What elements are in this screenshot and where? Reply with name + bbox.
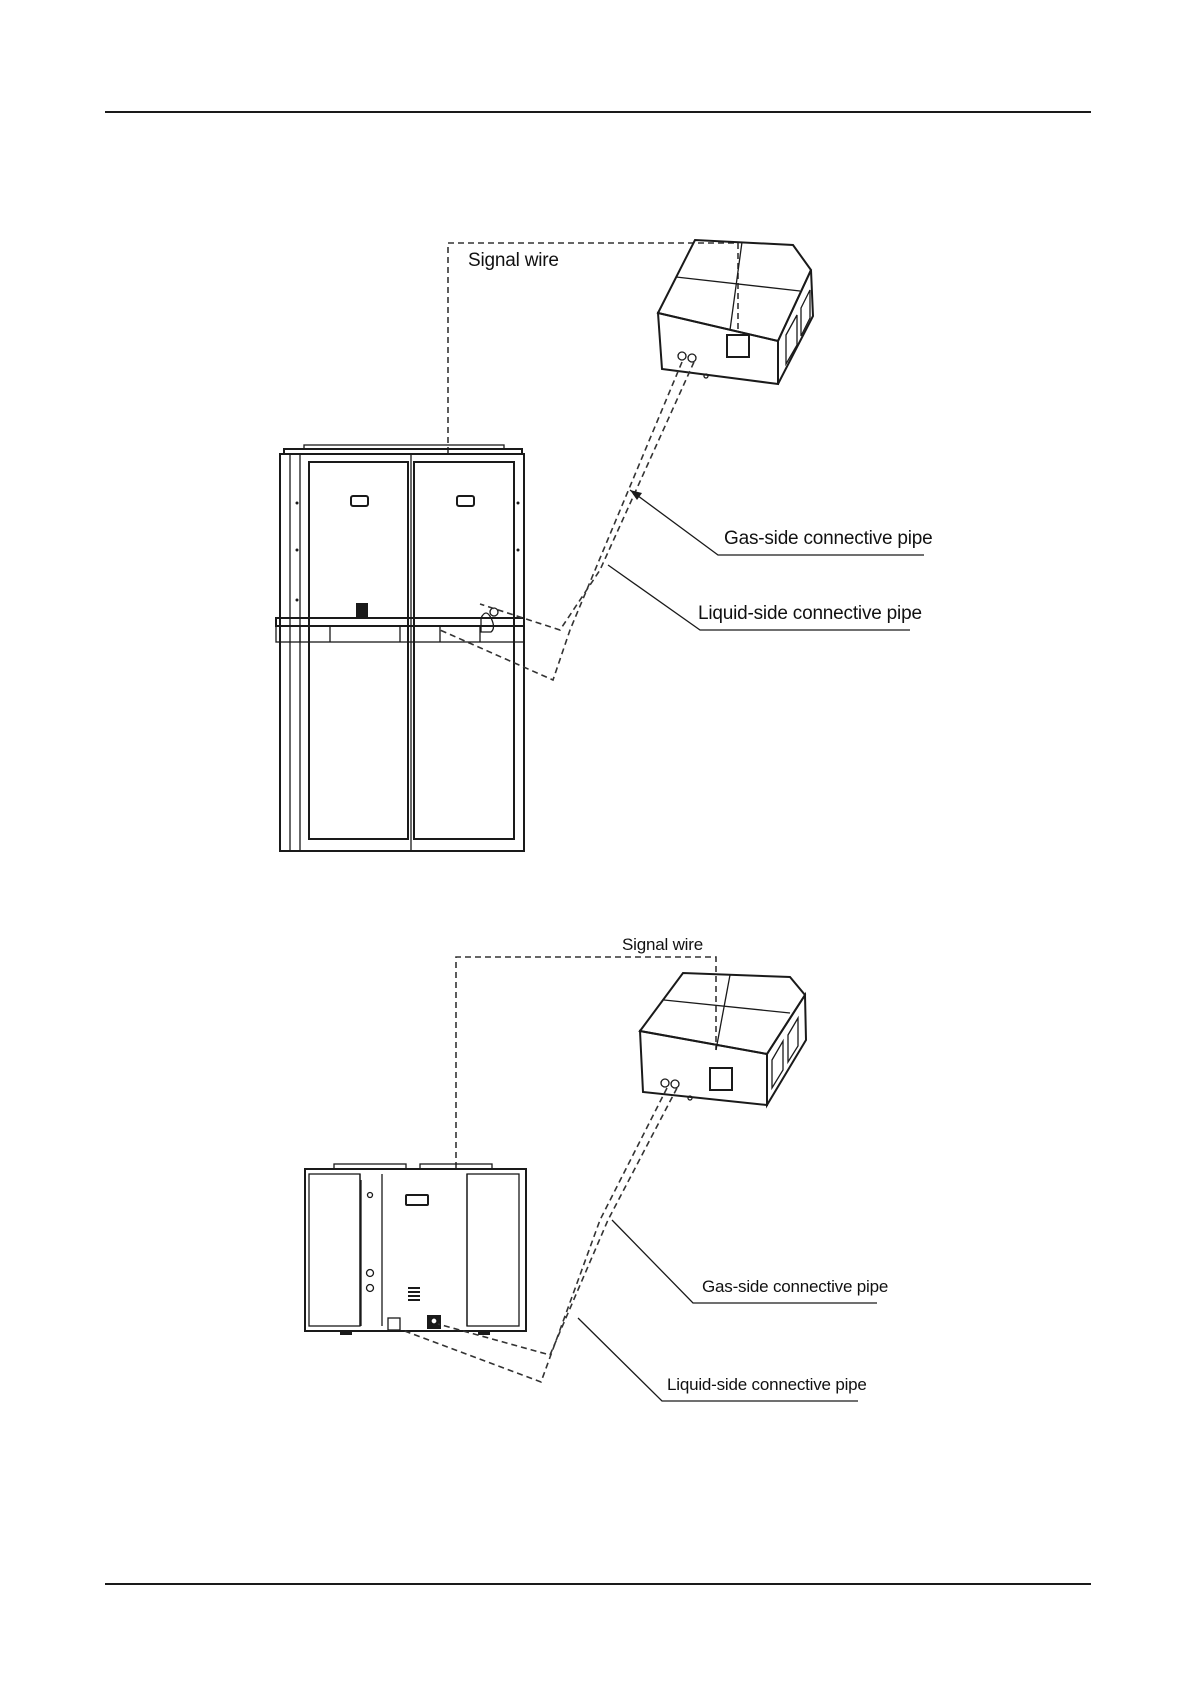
header-rule	[105, 111, 1091, 113]
liquid-pipe-label: Liquid-side connective pipe	[667, 1375, 867, 1394]
gas-pipe-line	[480, 362, 694, 630]
liquid-pipe-label: Liquid-side connective pipe	[698, 603, 922, 624]
liquid-pipe-line	[440, 362, 682, 680]
signal-wire-label: Signal wire	[622, 935, 703, 954]
piping-diagram-1	[0, 220, 1191, 700]
signal-wire-line	[456, 957, 716, 1168]
piping-diagram-2	[0, 920, 1191, 1430]
indoor-unit-drawing	[640, 973, 806, 1105]
gas-pipe-label: Gas-side connective pipe	[702, 1277, 889, 1296]
outdoor-unit-drawing	[276, 445, 524, 851]
signal-wire-line	[448, 243, 738, 453]
outdoor-unit-drawing	[305, 1164, 526, 1335]
signal-wire-label: Signal wire	[468, 250, 559, 271]
gas-pipe-line	[438, 1088, 677, 1355]
footer-rule	[105, 1583, 1091, 1585]
gas-pipe-label: Gas-side connective pipe	[724, 528, 933, 549]
